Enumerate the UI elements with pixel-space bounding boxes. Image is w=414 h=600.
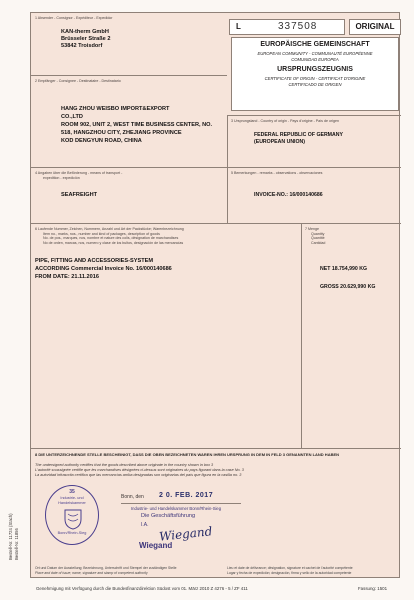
issue-date: 2 0. FEB. 2017	[159, 492, 214, 499]
consignor-box	[31, 13, 227, 75]
eu-heading-box	[231, 37, 399, 111]
remarks-box	[227, 167, 401, 223]
transport-label-1: 4 Angaben über die Beförderung - means of transport -	[35, 171, 123, 175]
goods-label-3: No. de pos., marques, nos, nombre et nature des colis, désignation de marchandises	[43, 236, 179, 240]
serial-number-box	[229, 19, 345, 35]
goods-description-box	[31, 223, 301, 448]
stamp-rule	[121, 503, 241, 504]
certification-box	[31, 448, 401, 579]
consignor-label: 1 Absender - Consignor - Expéditeur - Expedidor	[35, 16, 113, 20]
goods-label-4: No de orden, marcas, nos, numero y clase de los bultos, designación de las mercancías	[43, 240, 184, 245]
order-number-label: Bestell-Nr. 11724 (Stach)	[8, 513, 13, 560]
country-of-origin-line-2: (EUROPEAN UNION)	[254, 139, 306, 145]
consignee-line-4: 518, HANGZHOU CITY, ZHEJIANG PROVINCE	[61, 130, 182, 136]
original-box	[349, 19, 401, 35]
country-of-origin-label: 3 Ursprungsland - Country of origin - Pays d'origine - País de origen	[231, 119, 339, 123]
certificate-form	[30, 12, 400, 578]
coat-of-arms-icon	[63, 508, 83, 530]
consignee-label: 2 Empfänger - Consignee - Destinataire - Destinatario	[35, 79, 121, 83]
certificate-title: URSPRUNGSZEUGNIS	[277, 66, 353, 73]
goods-label-2: Item no., marks, nos., number and kind of packages, description of goods	[43, 231, 160, 236]
sig-label-right-2: Lugar y fecha de expedición; designación, firma y sello de la autoridad competente	[227, 570, 352, 575]
original-label: ORIGINAL	[355, 22, 395, 31]
seal-number: 35	[69, 489, 75, 495]
seal-line-1: Industrie- und	[60, 496, 84, 500]
quantity-label-1: 7 Menge	[305, 227, 319, 231]
consignee-line-5: KOD DENGYUN ROAD, CHINA	[61, 138, 142, 144]
consignor-name: KAN-therm GmbH	[61, 29, 109, 35]
consignee-line-2: CO.,LTD	[61, 114, 83, 120]
serial-prefix: L	[236, 22, 241, 31]
stamp-ia: I.A.	[141, 522, 149, 528]
order-number-label-2: Bestell-Nr. 11856	[14, 528, 19, 560]
serial-number: 337508	[278, 21, 318, 32]
consignee-box	[31, 75, 227, 167]
consignee-line-3: ROOM 902, UNIT 2, WEST TIME BUSINESS CENTER, NO.	[61, 122, 213, 128]
country-of-origin-line-1: FEDERAL REPUBLIC OF GERMANY	[254, 132, 343, 138]
quantity-label-3: Quantité	[311, 236, 325, 240]
remarks-label: 5 Bemerkungen - remarks - observations - observaciones	[231, 171, 323, 175]
footer-version: Fassung: 1501	[358, 586, 388, 591]
country-of-origin-box	[227, 115, 401, 167]
certificate-subtitle-1: CERTIFICATE OF ORIGIN - CERTIFICAT D'ORIGINE	[264, 76, 366, 81]
consignee-line-1: HANG ZHOU WEISBO IMPORT&EXPORT	[61, 106, 170, 112]
issue-place: Bonn, den	[121, 494, 144, 500]
remarks-value: INVOICE-NO.: 16/000140686	[254, 192, 323, 198]
sig-label-right: Lieu et date de délivrance; désignation, signature et cachet de l'autorité compétente	[227, 566, 353, 570]
signatory-name: Wiegand	[139, 541, 173, 550]
quantity-label-4: Cantidad	[311, 240, 326, 245]
goods-line-3: FROM DATE: 21.11.2016	[35, 274, 99, 280]
eu-subtitle-1: EUROPEAN COMMUNITY - COMMUNAUTÉ EUROPÉENNE	[257, 51, 373, 56]
seal-line-2: Handelskammer	[58, 501, 86, 505]
certificate-subtitle-2: CERTIFICADO DE ORIGEN	[288, 82, 342, 87]
consignor-street: Brüsseler Straße 2	[61, 36, 111, 42]
goods-line-2: ACCORDING Commercial Invoice No. 16/000140686	[35, 266, 172, 272]
gross-weight: GROSS 20.629,990 KG	[320, 284, 376, 290]
quantity-label-2: Quantity	[311, 231, 325, 236]
goods-label-1: 6 Laufende Nummer, Zeichen, Nummern, Anzahl und Art der Packstücke; Warenbezeichnung	[35, 227, 184, 231]
eu-subtitle-2: COMUNIDAD EUROPEA	[291, 57, 339, 62]
footer-approval: Genehmigung mit Verfügung durch die Bundesfinanzdirektion Südost vom 01. März 2010 Z 4276 - 5 / ZF 411	[36, 586, 248, 591]
eu-title: EUROPÄISCHE GEMEINSCHAFT	[260, 41, 370, 48]
goods-line-1: PIPE, FITTING AND ACCESSORIES-SYSTEM	[35, 258, 153, 264]
consignor-city: 53842 Troisdorf	[61, 43, 103, 49]
transport-box	[31, 167, 227, 223]
certification-en: The undersigned authority certifies that the goods described above originate in the country shown in box 3	[35, 463, 214, 467]
seal-line-3: Bonn/Rhein-Sieg	[57, 531, 87, 535]
certification-es: La autoridad infrascrita certifica que las mercancías arriba designadas son originarias del país que figura en la casilla no. 3	[35, 473, 242, 477]
transport-label-2: expedition - expedición	[43, 175, 80, 180]
handwritten-signature: Wiegand	[158, 524, 213, 544]
certification-heading: 8 DIE UNTERZEICHNENDE STELLE BESCHEINIGT, DASS DIE OBEN BEZEICHNETEN WAREN IHREN URSPRUNG IN DEM IN FELD 3 GENANNTEN LAND HABEN	[35, 452, 340, 457]
net-weight: NET 18.754,990 KG	[320, 266, 368, 272]
stamp-org: Industrie- und Handelskammer Bonn/Rhein-Sieg	[131, 506, 222, 511]
certification-fr: L'autorité soussignée certifie que les marchandises désignées ci-dessus sont originaires du pays figurant dans la case No. 3	[35, 468, 244, 472]
transport-value: SEAFREIGHT	[61, 192, 98, 198]
quantity-box	[301, 223, 401, 448]
sig-label-left-2: Place and date of issue; name, signature and stamp of competent authority	[35, 570, 148, 575]
stamp-dept: Die Geschäftsführung	[141, 513, 196, 519]
sig-label-left: Ort und Datum der Ausstellung; Bezeichnung, Unterschrift und Stempel der zuständigen Stelle	[35, 566, 177, 570]
chamber-seal	[45, 485, 99, 545]
